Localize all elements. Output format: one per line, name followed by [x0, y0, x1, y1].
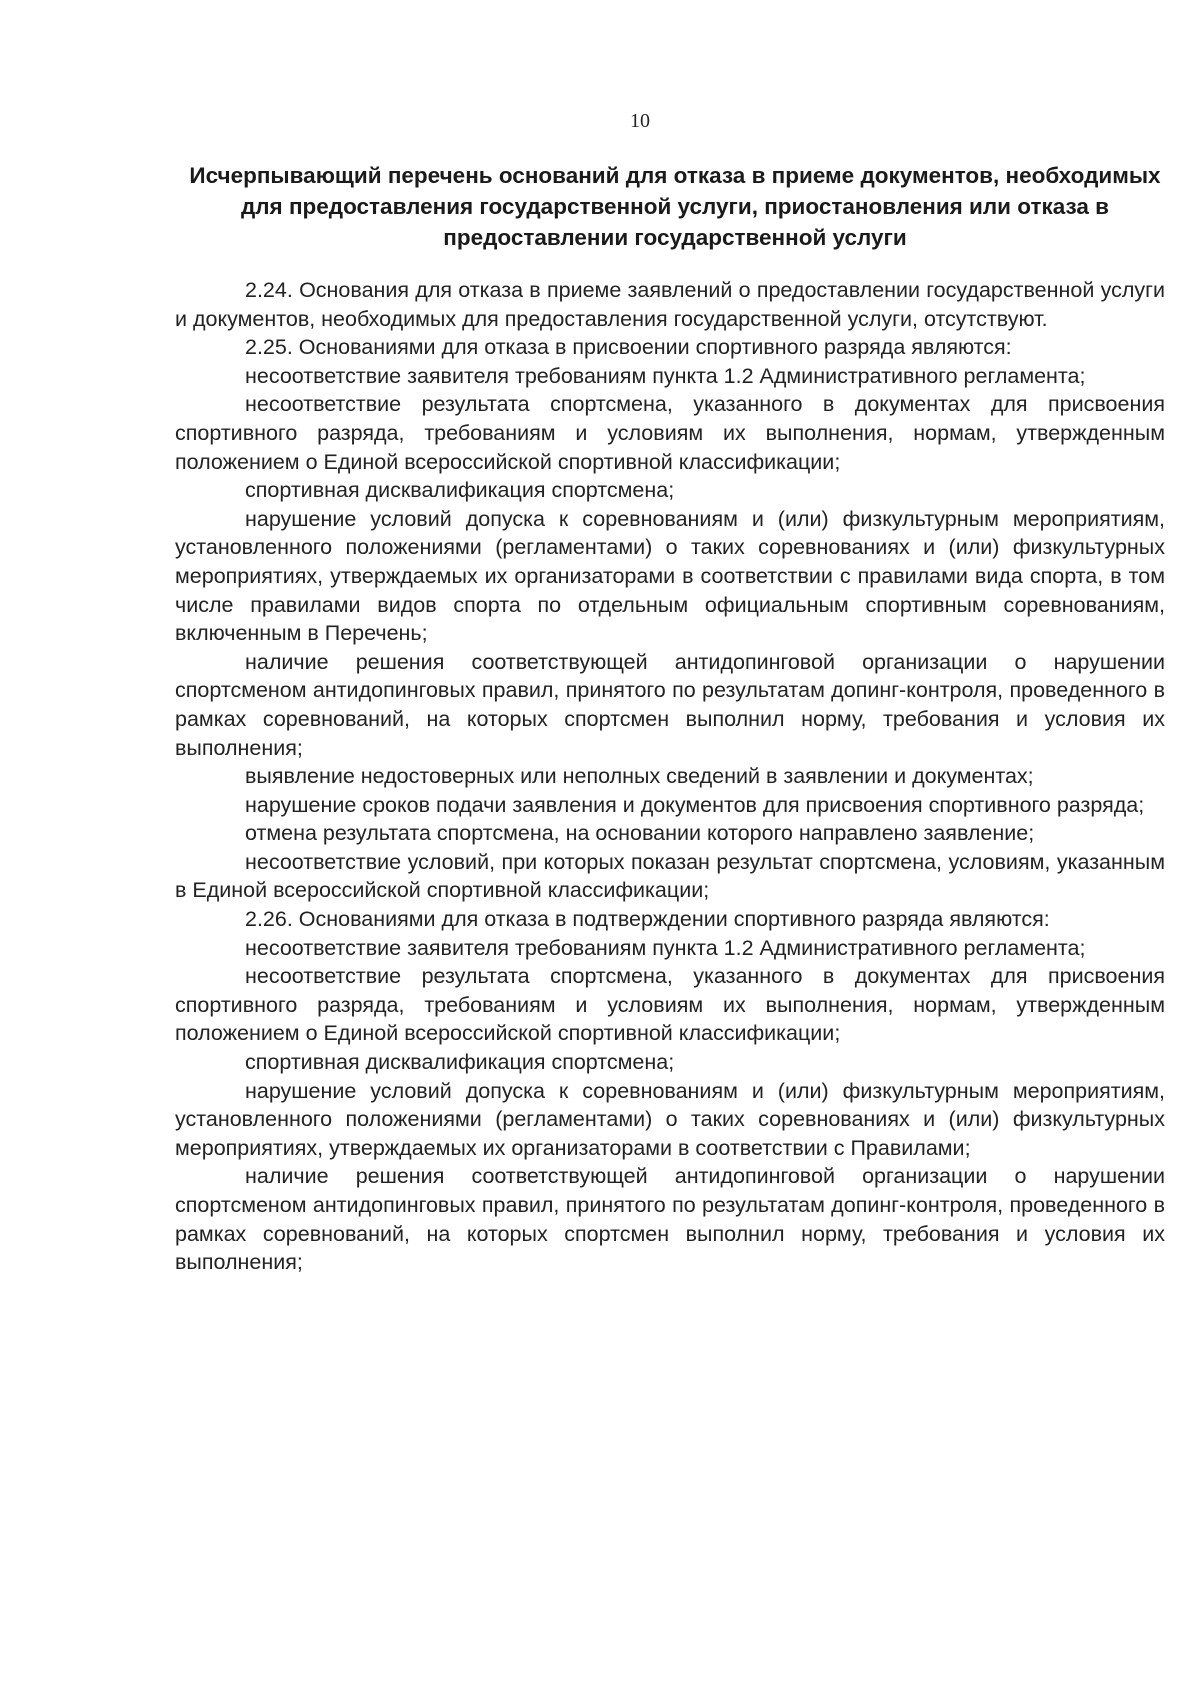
paragraph: спортивная дисквалификация спортсмена;: [245, 1050, 675, 1075]
paragraph: несоответствие заявителя требованиям пункта 1.2 Административного регламента;: [245, 935, 1086, 960]
paragraph: несоответствие результата спортсмена, указанного в документах для присвоения спортивного разряда, требованиям и условиям их выполнения, нормам, утвержденным положением о Единой всероссийской спортивной классификации;: [175, 392, 1165, 474]
paragraph: наличие решения соответствующей антидопинговой организации о нарушении спортсменом антидопинговых правил, принятого по результатам допинг-контроля, проведенного в рамках соревнований, на которых спортсмен выполнил норму, требования и условия их выполнения;: [175, 1164, 1165, 1275]
page-number: 10: [630, 110, 650, 132]
paragraph: 2.24. Основания для отказа в приеме заявлений о предоставлении государственной услуги и документов, необходимых для предоставления государственной услуги, отсутствуют.: [175, 278, 1165, 331]
paragraph: несоответствие условий, при которых показан результат спортсмена, условиям, указанным в Единой всероссийской спортивной классификации;: [175, 849, 1165, 903]
paragraph: спортивная дисквалификация спортсмена;: [245, 478, 675, 503]
paragraph: нарушение сроков подачи заявления и документов для присвоения спортивного разряда;: [245, 792, 1145, 817]
paragraph: наличие решения соответствующей антидопинговой организации о нарушении спортсменом антидопинговых правил, принятого по результатам допинг-контроля, проведенного в рамках соревнований, на которых спортсмен выполнил норму, требования и условия их выполнения;: [175, 649, 1165, 760]
paragraph: нарушение условий допуска к соревнованиям и (или) физкультурным мероприятиям, установленного положениями (регламентами) о таких соревнованиях и (или) физкультурных мероприятиях, утверждаемых их организаторами в соответствии с правилами вида спорта, в том числе правилами видов спорта по отдельным официальным спортивным соревнованиям, включенным в Перечень;: [175, 506, 1165, 646]
paragraph: 2.25. Основаниями для отказа в присвоении спортивного разряда являются:: [245, 335, 1012, 360]
section-heading: Исчерпывающий перечень оснований для отказа в приеме документов, необходимых для предоставления государственной услуги, приостановления или отказа в предоставлении государственной услуги: [189, 163, 1161, 250]
paragraph: несоответствие результата спортсмена, указанного в документах для присвоения спортивного разряда, требованиям и условиям их выполнения, нормам, утвержденным положением о Единой всероссийской спортивной классификации;: [175, 964, 1165, 1046]
paragraph: отмена результата спортсмена, на основании которого направлено заявление;: [245, 821, 1035, 846]
paragraph: выявление недостоверных или неполных сведений в заявлении и документах;: [245, 764, 1034, 789]
document-body: [175, 276, 1165, 1277]
paragraph: 2.26. Основаниями для отказа в подтверждении спортивного разряда являются:: [245, 907, 1050, 932]
paragraph: несоответствие заявителя требованиям пункта 1.2 Административного регламента;: [245, 363, 1086, 388]
paragraph: нарушение условий допуска к соревнованиям и (или) физкультурным мероприятиям, установленного положениями (регламентами) о таких соревнованиях и (или) физкультурных мероприятиях, утверждаемых их организаторами в соответствии с Правилами;: [175, 1078, 1165, 1160]
